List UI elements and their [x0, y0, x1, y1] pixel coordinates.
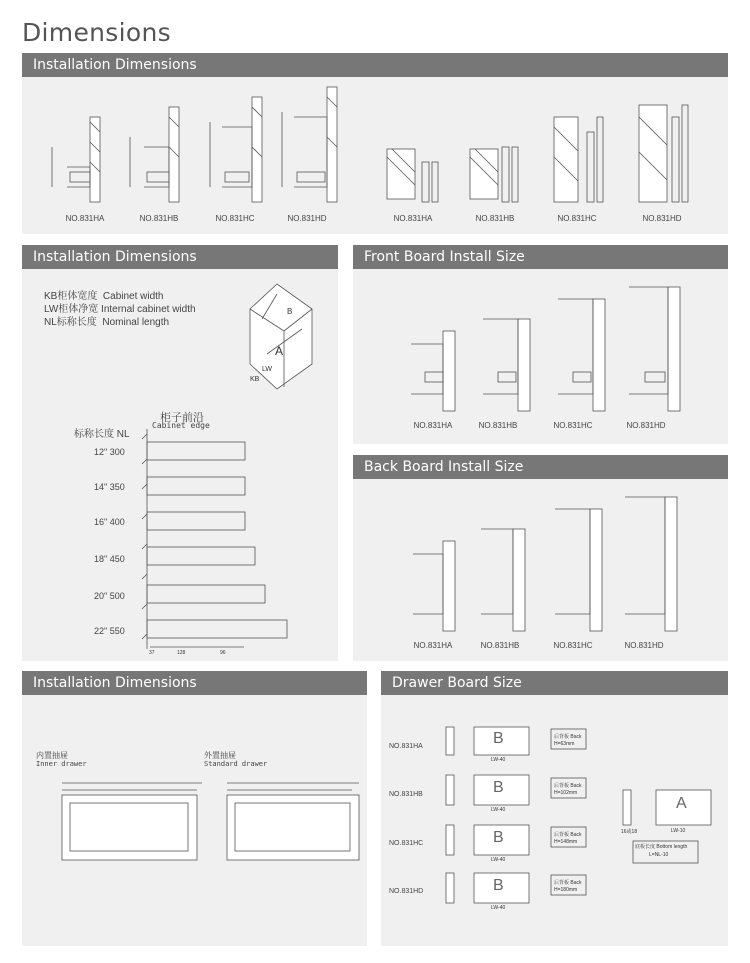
- length-row-label: 16" 400: [94, 517, 125, 527]
- model-label: NO.831HA: [413, 421, 453, 430]
- section-header: Drawer Board Size: [381, 671, 728, 695]
- cabinet-edge-cn: 柜子前沿: [160, 412, 204, 424]
- side-section-drawings: [22, 77, 728, 234]
- iso-label-kb: KB: [250, 376, 260, 383]
- model-label: NO.831HB: [480, 641, 520, 650]
- iso-label-lw: LW: [262, 366, 272, 373]
- back-height: H=63mm: [554, 741, 575, 747]
- drawer-drawings: [22, 695, 367, 946]
- model-label: NO.831HB: [475, 214, 515, 223]
- board-letter-b: B: [493, 779, 504, 796]
- cabinet-edge-en: Cabinet edge: [152, 421, 210, 430]
- length-row-label: 12" 300: [94, 447, 125, 457]
- length-row-label: 18" 450: [94, 554, 125, 564]
- page-title: Dimensions: [22, 18, 171, 47]
- board-letter-b: B: [493, 877, 504, 894]
- board-model-label: NO.831HD: [389, 888, 424, 895]
- back-height: H=102mm: [554, 790, 578, 796]
- back-note: 后背板 Back: [554, 880, 582, 886]
- legend-nl-en: Nominal length: [102, 317, 170, 328]
- back-note: 后背板 Back: [554, 832, 582, 838]
- inner-drawer-en: Inner drawer: [36, 760, 87, 768]
- dim-96: 96: [220, 650, 226, 656]
- bottom-length-formula: L=NL-10: [649, 852, 669, 858]
- back-height: H=180mm: [554, 887, 578, 893]
- thickness-note: 16或18: [621, 829, 638, 835]
- section-header: Back Board Install Size: [353, 455, 728, 479]
- nominal-length-label: 标称长度 NL: [74, 429, 130, 440]
- back-board-drawings: [353, 479, 728, 661]
- section-header: Front Board Install Size: [353, 245, 728, 269]
- length-row-label: 22" 550: [94, 626, 125, 636]
- back-note: 后背板 Back: [554, 783, 582, 789]
- board-model-label: NO.831HB: [389, 791, 423, 798]
- model-label: NO.831HD: [626, 421, 666, 430]
- dim-37: 37: [149, 650, 155, 656]
- section-header: Installation Dimensions: [22, 671, 367, 695]
- board-letter-b: B: [493, 829, 504, 846]
- front-board-install-panel: [353, 245, 728, 444]
- iso-label-b: B: [287, 307, 293, 316]
- installation-dimensions-top-panel: [22, 53, 728, 234]
- model-label: NO.831HB: [139, 214, 179, 223]
- legend-lw-cn: LW柜体净宽: [44, 304, 99, 315]
- model-label: NO.831HC: [215, 214, 255, 223]
- model-label: NO.831HA: [393, 214, 433, 223]
- model-label: NO.831HA: [65, 214, 105, 223]
- model-label: NO.831HD: [624, 641, 664, 650]
- iso-label-a: A: [275, 344, 284, 358]
- front-board-drawings: [353, 269, 728, 444]
- section-header: Installation Dimensions: [22, 53, 728, 77]
- legend-kb-en: Cabinet width: [102, 291, 164, 302]
- outer-drawer-en: Standard drawer: [204, 760, 268, 768]
- inner-drawer-cn: 内置抽屉: [36, 751, 68, 760]
- board-letter-b: B: [493, 730, 504, 747]
- legend-kb-cn: KB柜体宽度: [44, 291, 98, 302]
- length-row-label: 20" 500: [94, 591, 125, 601]
- model-label: NO.831HC: [557, 214, 597, 223]
- board-model-label: NO.831HA: [389, 743, 423, 750]
- back-board-install-panel: [353, 455, 728, 661]
- installation-dimensions-drawer-panel: [22, 671, 367, 946]
- width-note: LW-40: [491, 905, 506, 911]
- model-label: NO.831HC: [553, 421, 593, 430]
- back-height: H=148mm: [554, 839, 578, 845]
- legend-nl-cn: NL标称长度: [44, 317, 97, 328]
- section-header: Installation Dimensions: [22, 245, 338, 269]
- dim-128: 128: [177, 650, 186, 656]
- cabinet-iso-and-length-chart: [22, 269, 338, 661]
- length-row-label: 14" 350: [94, 482, 125, 492]
- bottom-length-note: 底板长度 Bottom length: [635, 844, 688, 850]
- model-label: NO.831HA: [413, 641, 453, 650]
- width-note: LW-40: [491, 857, 506, 863]
- back-note: 后背板 Back: [554, 734, 582, 740]
- width-note-a: LW-10: [671, 828, 686, 834]
- drawer-board-size-panel: [381, 671, 728, 946]
- board-model-label: NO.831HC: [389, 840, 424, 847]
- installation-dimensions-length-panel: [22, 245, 338, 661]
- board-letter-a: A: [676, 795, 687, 812]
- model-label: NO.831HD: [642, 214, 682, 223]
- width-note: LW-40: [491, 807, 506, 813]
- legend-lw-en: Internal cabinet width: [101, 304, 196, 315]
- model-label: NO.831HB: [478, 421, 518, 430]
- width-note: LW-40: [491, 757, 506, 763]
- model-label: NO.831HC: [553, 641, 593, 650]
- model-label: NO.831HD: [287, 214, 327, 223]
- outer-drawer-cn: 外置抽屉: [204, 751, 236, 760]
